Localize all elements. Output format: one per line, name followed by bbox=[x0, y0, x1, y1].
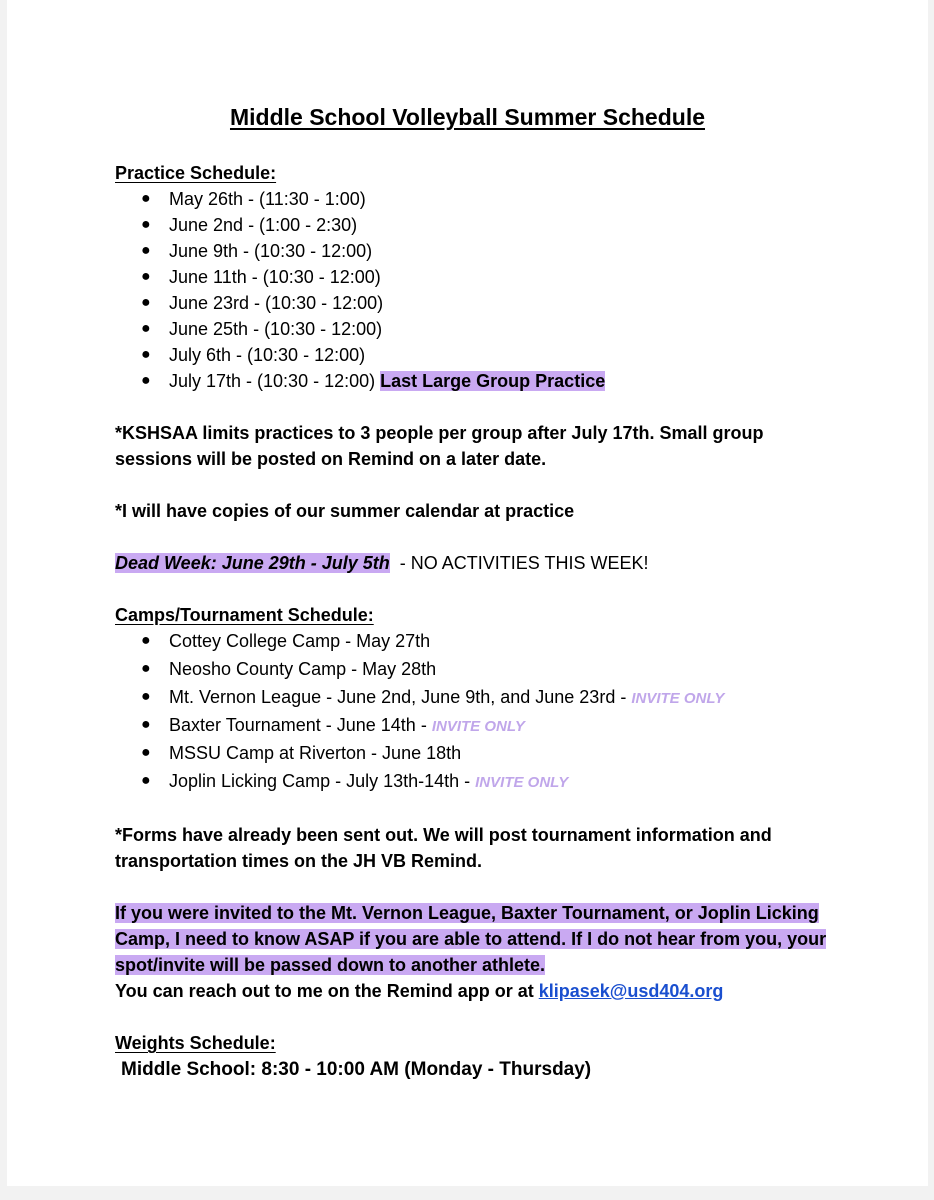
list-item: ● June 2nd - (1:00 - 2:30) bbox=[115, 212, 835, 238]
list-item: ● Mt. Vernon League - June 2nd, June 9th, and June 23rd - INVITE ONLY bbox=[115, 684, 835, 712]
camps-heading: Camps/Tournament Schedule: bbox=[115, 605, 374, 625]
bullet-icon: ● bbox=[141, 660, 151, 677]
invite-only-tag: INVITE ONLY bbox=[431, 718, 525, 735]
list-item: ● Cottey College Camp - May 27th bbox=[115, 628, 835, 656]
bullet-icon: ● bbox=[141, 268, 151, 285]
bullet-icon: ● bbox=[141, 346, 151, 363]
bullet-icon: ● bbox=[141, 242, 151, 259]
dead-week-note: - NO ACTIVITIES THIS WEEK! bbox=[394, 553, 649, 573]
list-item: ● July 6th - (10:30 - 12:00) bbox=[115, 342, 835, 368]
dead-week-label: Dead Week: June 29th - July 5th bbox=[115, 553, 390, 573]
bullet-icon: ● bbox=[141, 216, 151, 233]
list-item: ● May 26th - (11:30 - 1:00) bbox=[115, 186, 835, 212]
calendar-note: *I will have copies of our summer calendar at practice bbox=[115, 501, 575, 521]
dead-week-line bbox=[115, 550, 835, 576]
bullet-icon: ● bbox=[141, 688, 151, 705]
bullet-icon: ● bbox=[141, 294, 151, 311]
weights-line: Middle School: 8:30 - 10:00 AM (Monday - Thursday) bbox=[121, 1059, 592, 1080]
list-item: ● July 17th - (10:30 - 12:00) Last Large Group Practice bbox=[115, 368, 835, 394]
bullet-icon: ● bbox=[141, 772, 151, 789]
forms-note: *Forms have already been sent out. We will post tournament information and transportation times on the JH VB Remind. bbox=[115, 825, 772, 871]
bullet-icon: ● bbox=[141, 632, 151, 649]
list-item: ● June 25th - (10:30 - 12:00) bbox=[115, 316, 835, 342]
list-item: ● Baxter Tournament - June 14th - INVITE ONLY bbox=[115, 712, 835, 740]
invite-only-tag: INVITE ONLY bbox=[631, 690, 725, 707]
list-item: ● Neosho County Camp - May 28th bbox=[115, 656, 835, 684]
document-body bbox=[115, 160, 835, 1084]
weights-heading: Weights Schedule: bbox=[115, 1033, 276, 1053]
list-item: ● June 23rd - (10:30 - 12:00) bbox=[115, 290, 835, 316]
bullet-icon: ● bbox=[141, 372, 151, 389]
practice-list bbox=[115, 186, 835, 394]
email-link[interactable]: klipasek@usd404.org bbox=[538, 981, 724, 1001]
invite-only-tag: INVITE ONLY bbox=[475, 774, 569, 791]
kshsaa-note: *KSHSAA limits practices to 3 people per group after July 17th. Small group sessions will be posted on Remind on a later date. bbox=[115, 423, 764, 469]
document-page bbox=[7, 0, 928, 1186]
list-item: ● Joplin Licking Camp - July 13th-14th - INVITE ONLY bbox=[115, 768, 835, 796]
list-item: ● June 9th - (10:30 - 12:00) bbox=[115, 238, 835, 264]
last-practice-highlight: Last Large Group Practice bbox=[380, 371, 606, 391]
list-item: ● MSSU Camp at Riverton - June 18th bbox=[115, 740, 835, 768]
invite-note: If you were invited to the Mt. Vernon League, Baxter Tournament, or Joplin Licking Camp, I need to know ASAP if you are able to attend. If I do not hear from you, your spot/invite will be passed down to another athlete. bbox=[115, 903, 827, 975]
bullet-icon: ● bbox=[141, 716, 151, 733]
contact-line: You can reach out to me on the Remind app or at klipasek@usd404.org bbox=[115, 981, 724, 1001]
page-title: Middle School Volleyball Summer Schedule bbox=[229, 104, 705, 130]
bullet-icon: ● bbox=[141, 744, 151, 761]
practice-heading: Practice Schedule: bbox=[115, 163, 277, 183]
camps-list bbox=[115, 628, 835, 796]
list-item: ● June 11th - (10:30 - 12:00) bbox=[115, 264, 835, 290]
bullet-icon: ● bbox=[141, 190, 151, 207]
bullet-icon: ● bbox=[141, 320, 151, 337]
